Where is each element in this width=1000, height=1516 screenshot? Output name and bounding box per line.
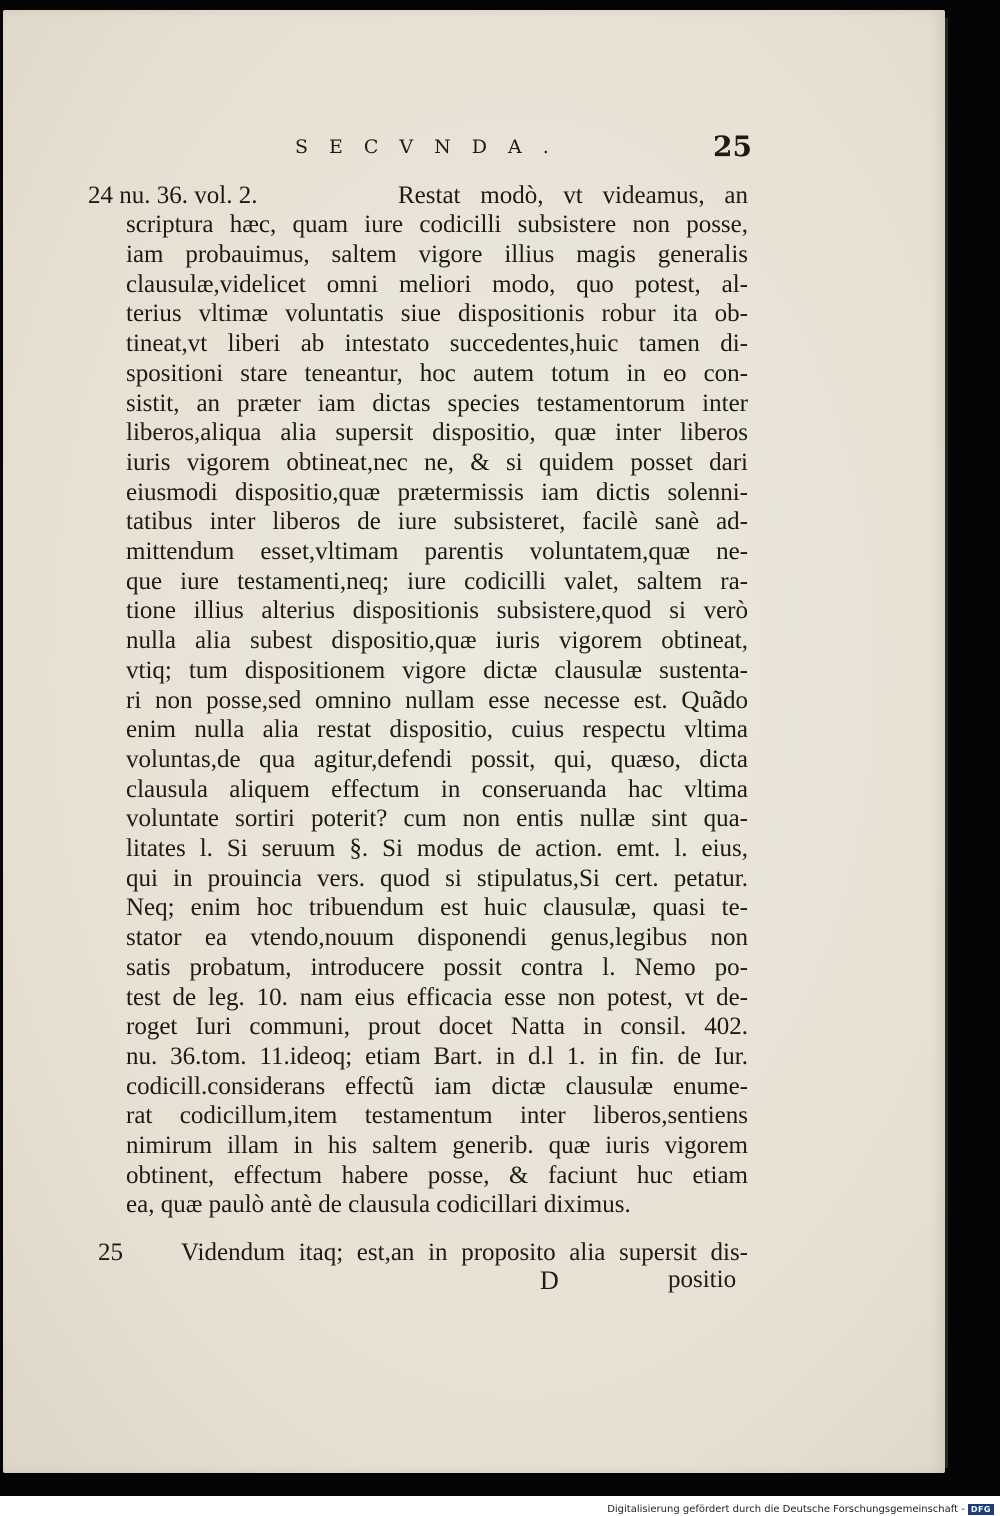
catchword: positio xyxy=(668,1266,737,1293)
text-line: test de leg. 10. nam eius efficacia esse non potest, vt de- xyxy=(126,984,748,1011)
text-line: tione illius alterius dispositionis subsistere,quod si verò xyxy=(126,597,748,624)
margin-note-24: 24 nu. 36. vol. 2. xyxy=(88,182,258,209)
running-head: SECVNDA. xyxy=(295,136,570,158)
dfg-logo-icon: DFG xyxy=(968,1504,994,1515)
text-line: voluntas,de qua agitur,defendi possit, qui, quæso, dicta xyxy=(126,746,748,773)
text-line: nu. 36.tom. 11.ideoq; etiam Bart. in d.l 1. in fin. de Iur. xyxy=(126,1043,748,1070)
text-line: Neq; enim hoc tribuendum est huic clausulæ, quasi te- xyxy=(126,894,748,921)
text-line: qui in prouincia vers. quod si stipulatus,Si cert. petatur. xyxy=(126,865,748,892)
footer-text: Digitalisierung gefördert durch die Deutsche Forschungsgemeinschaft - xyxy=(607,1503,965,1515)
text-line: eiusmodi dispositio,quæ prætermissis iam dictis solenni- xyxy=(126,479,748,506)
text-line: mittendum esset,vltimam parentis voluntatem,quæ ne- xyxy=(126,538,748,565)
digitization-credit xyxy=(607,1502,994,1516)
page-number: 25 xyxy=(713,130,752,163)
text-line: spositioni stare teneantur, hoc autem totum in eo con- xyxy=(126,360,748,387)
text-line: ri non posse,sed omnino nullam esse necesse est. Quãdo xyxy=(126,687,748,714)
text-line: stator ea vtendo,nouum disponendi genus,legibus non xyxy=(126,924,748,951)
text-line: nulla alia subest dispositio,quæ iuris vigorem obtineat, xyxy=(126,627,748,654)
text-line: tineat,vt liberi ab intestato succedentes,huic tamen di- xyxy=(126,330,748,357)
text-line: vtiq; tum dispositionem vigore dictæ clausulæ sustenta- xyxy=(126,657,748,684)
text-line: codicill.considerans effectũ iam dictæ clausulæ enume- xyxy=(126,1073,748,1100)
text-line: nimirum illam in his saltem generib. quæ iuris vigorem xyxy=(126,1132,748,1159)
paragraph1-first-line: Restat modò, vt videamus, an xyxy=(398,182,748,209)
text-line: clausulæ,videlicet omni meliori modo, quo potest, al- xyxy=(126,271,748,298)
text-line: voluntate sortiri poterit? cum non entis nullæ sint qua- xyxy=(126,805,748,832)
margin-note-25: 25 xyxy=(98,1239,123,1266)
text-line: sistit, an præter iam dictas species testamentorum inter xyxy=(126,390,748,417)
text-line: iuris vigorem obtineat,nec ne, & si quidem posset dari xyxy=(126,449,748,476)
paragraph2-first-line: Videndum itaq; est,an in proposito alia supersit dis- xyxy=(181,1239,748,1266)
text-line: tatibus inter liberos de iure subsisteret, facilè sanè ad- xyxy=(126,508,748,535)
text-line: clausula aliquem effectum in conseruanda hac vltima xyxy=(126,776,748,803)
text-line: rat codicillum,item testamentum inter liberos,sentiens xyxy=(126,1102,748,1129)
text-line: que iure testamenti,neq; iure codicilli valet, saltem ra- xyxy=(126,568,748,595)
text-line: satis probatum, introducere possit contra l. Nemo po- xyxy=(126,954,748,981)
signature-mark: D xyxy=(540,1266,559,1295)
text-line-last: ea, quæ paulò antè de clausula codicillari diximus. xyxy=(126,1191,631,1218)
text-line: obtinent, effectum habere posse, & faciunt huc etiam xyxy=(126,1162,748,1189)
text-line: terius vltimæ voluntatis siue dispositionis robur ita ob- xyxy=(126,300,748,327)
page-edge-shadow xyxy=(945,18,948,1468)
text-line: enim nulla alia restat dispositio, cuius respectu vltima xyxy=(126,716,748,743)
text-line: iam probauimus, saltem vigore illius magis generalis xyxy=(126,241,748,268)
text-line: roget Iuri communi, prout docet Natta in consil. 402. xyxy=(126,1013,748,1040)
text-line: liberos,aliqua alia supersit dispositio, quæ inter liberos xyxy=(126,419,748,446)
text-line: scriptura hæc, quam iure codicilli subsistere non posse, xyxy=(126,211,748,238)
text-line: litates l. Si seruum §. Si modus de action. emt. l. eius, xyxy=(126,835,748,862)
